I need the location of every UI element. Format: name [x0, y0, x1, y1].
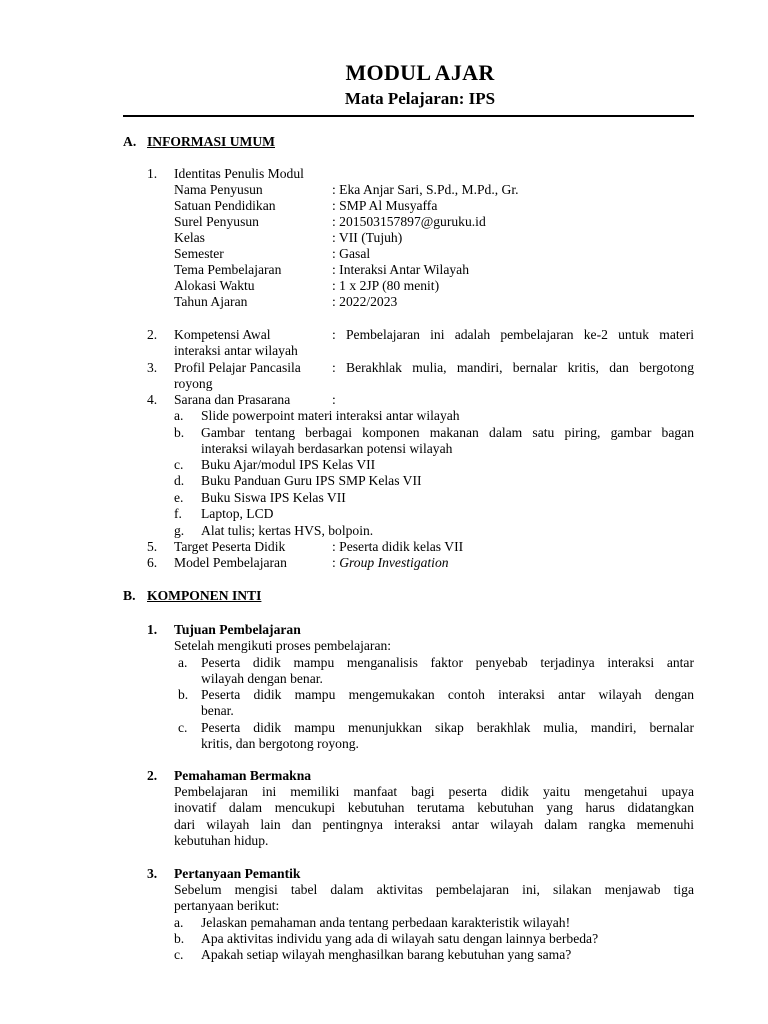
model-name: Group Investigation: [339, 555, 449, 570]
item-colon: :: [332, 392, 336, 407]
identity-label: Tema Pembelajaran: [174, 262, 282, 277]
item-value: [332, 555, 449, 571]
list-letter: c.: [178, 720, 188, 735]
subsection-number: 3.: [147, 866, 158, 881]
item-number: 4.: [147, 392, 158, 407]
paragraph-line: Setelah mengikuti proses pembelajaran:: [174, 638, 392, 653]
item-value: : Berakhlak mulia, mandiri, bernalar kritis, dan bergotong: [332, 360, 694, 375]
item-label: Target Peserta Didik: [174, 539, 286, 554]
subsection-title: Pemahaman Bermakna: [174, 768, 312, 783]
item-number: 3.: [147, 360, 158, 375]
item-label: Sarana dan Prasarana: [174, 392, 291, 407]
item-number: 5.: [147, 539, 158, 554]
list-text-continued: kritis, dan bergotong royong.: [201, 736, 359, 751]
paragraph-line: Sebelum mengisi tabel dalam aktivitas pembelajaran ini, silakan menjawab tiga: [174, 882, 694, 897]
section-b-heading: KOMPONEN INTI: [147, 588, 262, 603]
identity-label: Alokasi Waktu: [174, 278, 255, 293]
question-text: Apakah setiap wilayah menghasilkan barang kebutuhan yang sama?: [201, 947, 572, 962]
item-value: : Pembelajaran ini adalah pembelajaran ke-2 untuk materi: [332, 327, 694, 342]
paragraph-line: kebutuhan hidup.: [174, 833, 269, 848]
sub-item-letter: g.: [174, 523, 185, 538]
question-letter: a.: [174, 915, 184, 930]
sub-item-text: Gambar tentang berbagai komponen makanan dalam satu piring, gambar bagan: [201, 425, 694, 440]
subsection-title: Pertanyaan Pemantik: [174, 866, 301, 881]
document-title: MODUL AJAR: [345, 60, 495, 85]
item-label: Model Pembelajaran: [174, 555, 287, 570]
identity-value: : 1 x 2JP (80 menit): [332, 278, 440, 293]
sub-item-text-continued: interaksi wilayah berdasarkan potensi wilayah: [201, 441, 453, 456]
list-text: Peserta didik mampu mengemukakan contoh interaksi antar wilayah dengan: [201, 687, 694, 702]
item-number: 2.: [147, 327, 158, 342]
subsection-number: 2.: [147, 768, 158, 783]
document-subtitle: Mata Pelajaran: IPS: [344, 89, 496, 108]
list-letter: b.: [178, 687, 189, 702]
sub-item-text: Buku Panduan Guru IPS SMP Kelas VII: [201, 473, 422, 488]
item-label: Profil Pelajar Pancasila: [174, 360, 301, 375]
section-a-heading: INFORMASI UMUM: [147, 134, 275, 149]
sub-item-text: Buku Siswa IPS Kelas VII: [201, 490, 346, 505]
paragraph-line: Pembelajaran ini memiliki manfaat bagi peserta didik yaitu mengetahui upaya: [174, 784, 694, 799]
item-title: Identitas Penulis Modul: [174, 166, 304, 181]
list-text: Peserta didik mampu menganalisis faktor penyebab terjadinya interaksi antar: [201, 655, 694, 670]
sub-item-letter: a.: [174, 408, 184, 423]
identity-value: : 201503157897@guruku.id: [332, 214, 486, 229]
sub-item-text: Slide powerpoint materi interaksi antar wilayah: [201, 408, 460, 423]
list-text-continued: wilayah dengan benar.: [201, 671, 323, 686]
section-a-letter: A.: [123, 134, 137, 149]
item-colon: :: [332, 555, 340, 570]
identity-label: Surel Penyusun: [174, 214, 259, 229]
question-text: Jelaskan pemahaman anda tentang perbedaan karakteristik wilayah!: [201, 915, 571, 930]
identity-value: : Eka Anjar Sari, S.Pd., M.Pd., Gr.: [332, 182, 519, 197]
sub-item-letter: b.: [174, 425, 185, 440]
question-letter: b.: [174, 931, 185, 946]
item-number: 1.: [147, 166, 158, 181]
identity-value: : VII (Tujuh): [332, 230, 403, 245]
item-value: : Peserta didik kelas VII: [332, 539, 464, 554]
item-value-continued: royong: [174, 376, 213, 391]
paragraph-line: inovatif dalam mencukupi kebutuhan terutama kebutuhan yang harus didatangkan: [174, 800, 694, 815]
paragraph-line: pertanyaan berikut:: [174, 898, 280, 913]
identity-label: Tahun Ajaran: [174, 294, 248, 309]
sub-item-letter: d.: [174, 473, 185, 488]
list-letter: a.: [178, 655, 188, 670]
subsection-number: 1.: [147, 622, 158, 637]
section-b-letter: B.: [123, 588, 136, 603]
subsection-title: Tujuan Pembelajaran: [174, 622, 301, 637]
identity-label: Kelas: [174, 230, 205, 245]
sub-item-text: Laptop, LCD: [201, 506, 274, 521]
question-letter: c.: [174, 947, 184, 962]
sub-item-letter: e.: [174, 490, 184, 505]
sub-item-text: Alat tulis; kertas HVS, bolpoin.: [201, 523, 374, 538]
identity-label: Nama Penyusun: [174, 182, 263, 197]
item-label: Kompetensi Awal: [174, 327, 271, 342]
identity-label: Semester: [174, 246, 224, 261]
header-divider: [123, 115, 694, 117]
identity-value: : 2022/2023: [332, 294, 398, 309]
item-value-continued: interaksi antar wilayah: [174, 343, 298, 358]
list-text-continued: benar.: [201, 703, 234, 718]
identity-value: : Interaksi Antar Wilayah: [332, 262, 469, 277]
identity-value: : SMP Al Musyaffa: [332, 198, 438, 213]
paragraph-line: dari wilayah lain dan pentingnya interaksi antar wilayah dalam rangka memenuhi: [174, 817, 694, 832]
sub-item-letter: f.: [174, 506, 182, 521]
identity-label: Satuan Pendidikan: [174, 198, 276, 213]
item-number: 6.: [147, 555, 158, 570]
list-text: Peserta didik mampu menunjukkan sikap berakhlak mulia, mandiri, bernalar: [201, 720, 694, 735]
sub-item-text: Buku Ajar/modul IPS Kelas VII: [201, 457, 376, 472]
identity-value: : Gasal: [332, 246, 371, 261]
sub-item-letter: c.: [174, 457, 184, 472]
question-text: Apa aktivitas individu yang ada di wilayah satu dengan lainnya berbeda?: [201, 931, 599, 946]
